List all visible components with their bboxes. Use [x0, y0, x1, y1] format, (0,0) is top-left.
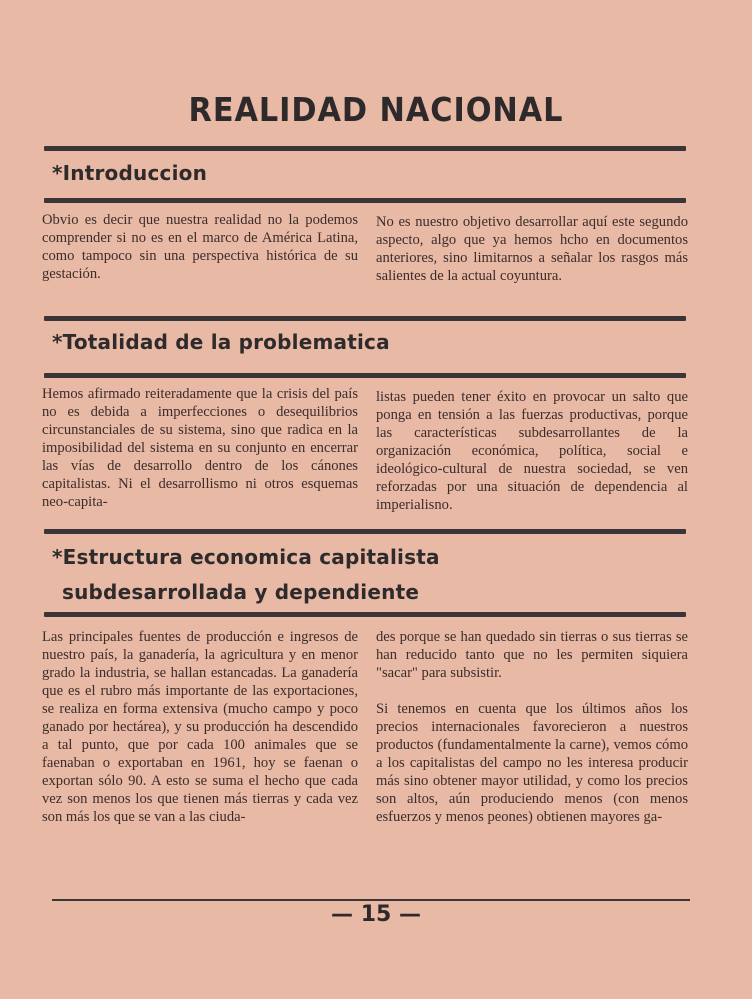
paragraph: Obvio es decir que nuestra realidad no la podemos comprender si no es en el marco de América Latina, como tampoco sin una perspectiva histórica de su gestación. — [42, 212, 358, 282]
paragraph: des porque se han quedado sin tierras o sus tierras se han reducido tanto que no les permiten siquiera "sacar" para subsistir. — [376, 629, 688, 681]
paragraph: Si tenemos en cuenta que los últimos años los precios internacionales favorecieron a nuestros productos (fundamentalmente la carne), vemos cómo a los capitalistas del campo no les interesa producir más sino obtener mayor utilidad, y como los precios son altos, aún produciendo menos (con menos esfuerzos y menos peones) obtienen mayores ga- — [376, 701, 688, 825]
estructura-left-column — [42, 628, 358, 826]
paragraph: Hemos afirmado reiteradamente que la crisis del país no es debida a imperfecciones o desequilibrios circunstanciales de su sistema, sino que radica en la imposibilidad del sistema en su conjunto en encerrar las vías de desarrollo dentro de los cánones capitalistas. Ni el desarrollismo ni otros esquemas neo-capita- — [42, 386, 358, 510]
paragraph: listas pueden tener éxito en provocar un salto que ponga en tensión a las fuerzas productivas, porque las características subdesarrollantes de la organización económica, política, social e ideológico-cultural de nuestra sociedad, se ven reforzadas por una situación de dependencia al imperialisno. — [376, 389, 688, 513]
estructura-right-column — [376, 628, 688, 826]
section-divider — [44, 316, 686, 321]
section-divider — [44, 612, 686, 617]
section-divider — [44, 529, 686, 534]
paragraph: Las principales fuentes de producción e ingresos de nuestro país, la ganadería, la agricultura y en menor grado la industria, se hallan estancadas. La ganadería que es el rubro más importante de las exportaciones, se realiza en forma extensiva (mucho campo y poco ganado por hectárea), y su producción ha descendido a tal punto, que por cada 100 animales que se faenaban o exportaban en 1961, hoy se faenan o exportan sólo 90. A esto se suma el hecho que cada vez son menos los que tienen más tierras y cada vez son más los que se van a las ciuda- — [42, 629, 358, 825]
paragraph: No es nuestro objetivo desarrollar aquí este segundo aspecto, algo que ya hemos hcho en documentos anteriores, sino limitarnos a señalar los rasgos más salientes de la actual coyuntura. — [376, 214, 688, 284]
section-heading-estructura-line2: subdesarrollada y dependiente — [62, 580, 420, 604]
page-title: REALIDAD NACIONAL — [188, 90, 564, 129]
footer-divider — [52, 899, 690, 901]
totalidad-right-column — [376, 388, 688, 514]
section-divider — [44, 198, 686, 203]
section-heading-totalidad: *Totalidad de la problematica — [52, 330, 390, 354]
intro-right-column — [376, 213, 688, 285]
totalidad-left-column — [42, 385, 358, 511]
section-heading-introduccion: *Introduccion — [52, 161, 208, 185]
section-divider — [44, 146, 686, 151]
intro-left-column — [42, 211, 358, 283]
section-heading-estructura-line1: *Estructura economica capitalista — [52, 545, 440, 569]
section-divider — [44, 373, 686, 378]
page-number: — 15 — — [331, 902, 421, 927]
